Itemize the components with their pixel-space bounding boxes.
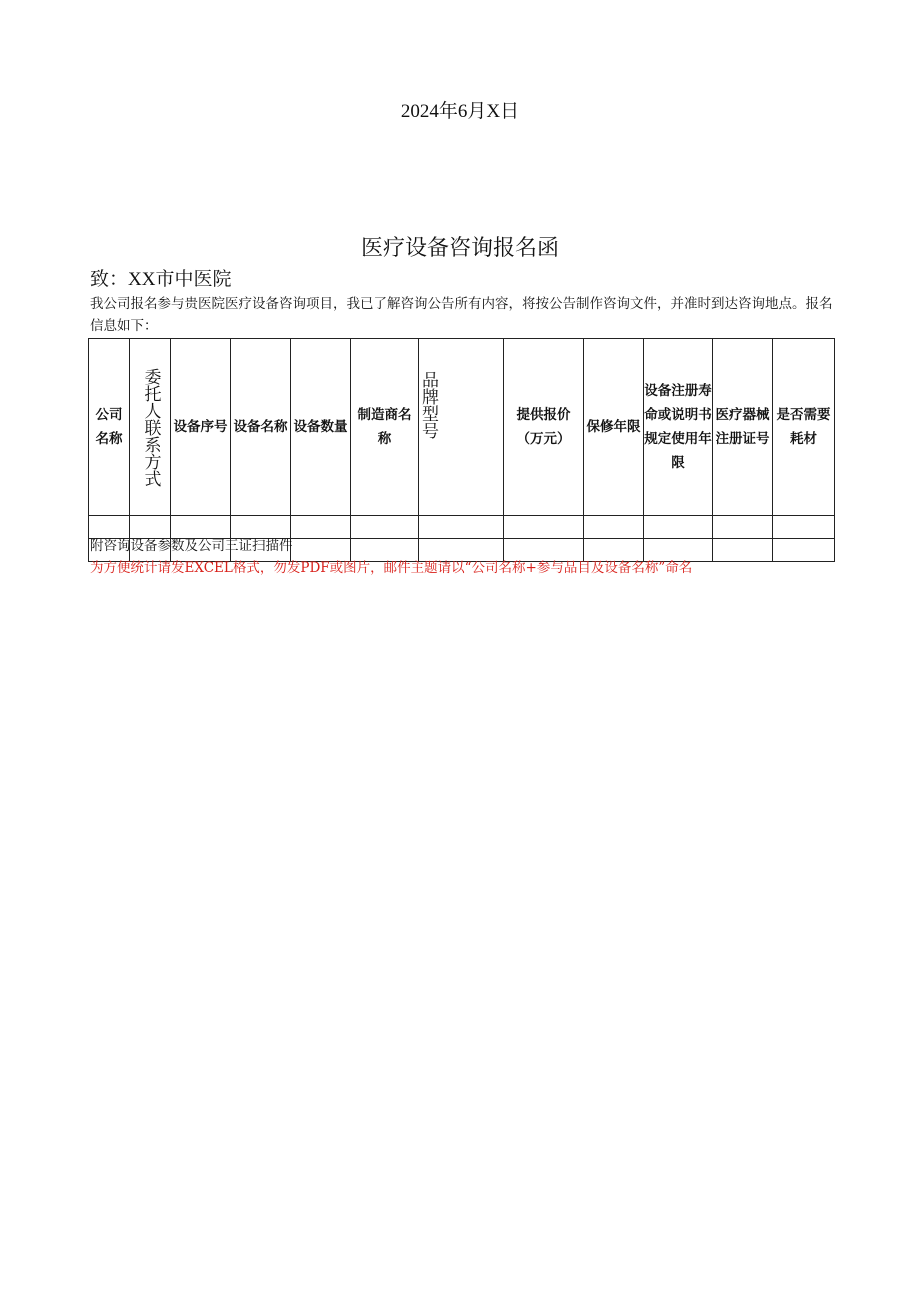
table-cell[interactable]	[773, 516, 835, 539]
registration-table	[88, 338, 835, 562]
header-service-life: 设备注册寿命或说明书规定使用年限	[644, 339, 713, 516]
header-manufacturer: 制造商名称	[351, 339, 419, 516]
header-company-name: 公司名称	[89, 339, 130, 516]
header-device-qty: 设备数量	[291, 339, 351, 516]
page-title: 医疗设备咨询报名函	[360, 236, 559, 261]
intro-paragraph: 我公司报名参与贵医院医疗设备咨询项目，我已了解咨询公告所有内容，将按公告制作咨询文件，并准时到达咨询地点。报名信息如下：	[90, 296, 833, 334]
table-cell[interactable]	[419, 516, 504, 539]
addressee: 致：XX市中医院	[90, 269, 232, 290]
table-cell[interactable]	[504, 516, 584, 539]
table-cell[interactable]	[713, 539, 773, 562]
header-consumables: 是否需要耗材	[773, 339, 835, 516]
header-brand-model: 品牌型号	[419, 339, 504, 516]
header-warranty: 保修年限	[584, 339, 644, 516]
date-line: 2024年6月X日	[400, 101, 520, 122]
table-cell[interactable]	[644, 516, 713, 539]
table-cell[interactable]	[773, 539, 835, 562]
table-cell[interactable]	[351, 516, 419, 539]
table-header-row	[89, 339, 835, 516]
header-quote: 提供报价（万元）	[504, 339, 584, 516]
format-notice: 为方便统计请发EXCEL格式，勿发PDF或图片，邮件主题请以“公司名称+参与品目及设备名称”命名	[90, 560, 693, 576]
header-reg-cert: 医疗器械注册证号	[713, 339, 773, 516]
table-cell[interactable]	[584, 516, 644, 539]
table-cell[interactable]	[291, 516, 351, 539]
table-cell[interactable]	[713, 516, 773, 539]
attachment-note: 附咨询设备参数及公司三证扫描件	[90, 538, 293, 554]
header-device-name: 设备名称	[231, 339, 291, 516]
header-device-seq: 设备序号	[171, 339, 231, 516]
header-contact: 委托人联系方式	[130, 339, 171, 516]
